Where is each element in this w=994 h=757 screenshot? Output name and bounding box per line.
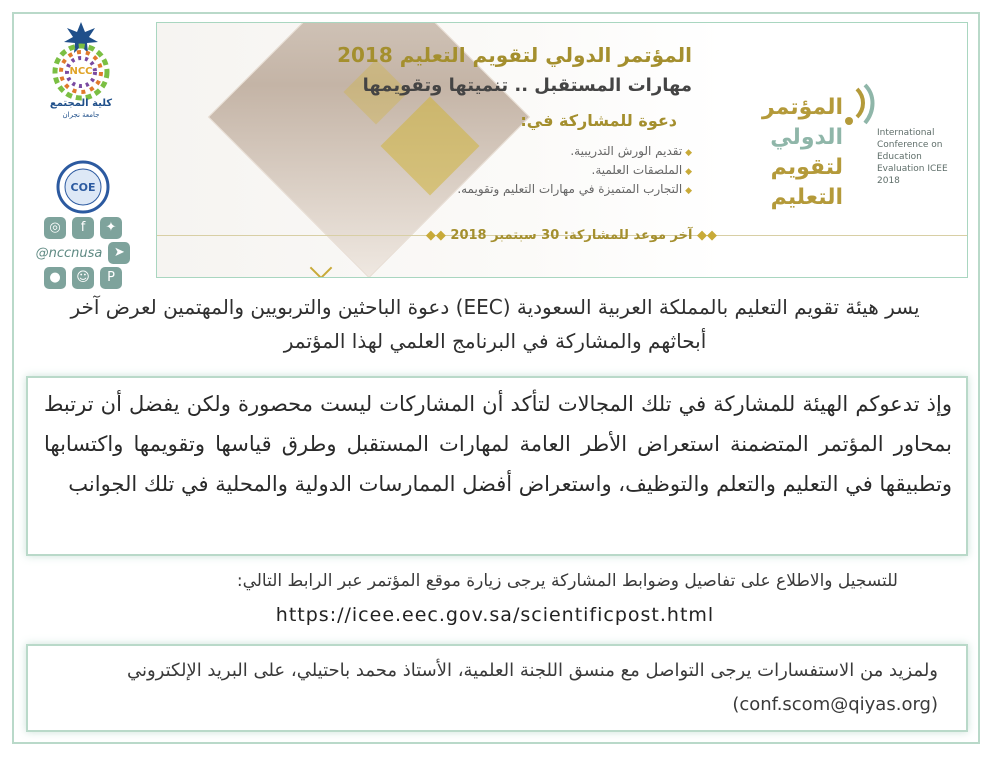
list-item: ◆ الملصقات العلمية.	[457, 163, 692, 177]
icee-logo-english: International Conference on Education Evaluation ICEE 2018	[877, 128, 948, 186]
diamond-bullet-icon: ◆◆	[425, 228, 451, 243]
list-item: ◆ تقديم الورش التدريبية.	[457, 144, 692, 158]
banner-subtitle: مهارات المستقبل .. تنميتها وتقويمها	[362, 75, 692, 96]
svg-text:NCC: NCC	[69, 66, 93, 77]
conference-banner	[156, 22, 968, 278]
registration-paragraph: للتسجيل والاطلاع على تفاصيل وضوابط المشاركة يرجى زيارة موقع المؤتمر عبر الرابط التالي:	[236, 571, 898, 591]
diamond-bullet-icon: ◆◆	[692, 228, 717, 243]
telegram-icon[interactable]: ➤	[108, 242, 130, 264]
instagram-icon[interactable]: ◎	[44, 217, 66, 239]
conference-link[interactable]: https://icee.eec.gov.sa/scientificpost.html	[275, 604, 715, 626]
coe-logo	[56, 160, 110, 214]
location-icon[interactable]: ●	[44, 267, 66, 289]
banner-title: المؤتمر الدولي لتقويم التعليم 2018	[337, 43, 692, 67]
pinterest-icon[interactable]: P	[100, 267, 122, 289]
social-links	[28, 214, 138, 292]
contact-paragraph: ولمزيد من الاستفسارات يرجى التواصل مع منسق اللجنة العلمية، الأستاذ محمد باحتيلي، على البريد الإلكتروني (conf.scom@qiyas.org)	[126, 660, 938, 715]
svg-text:كلية المجتمع: كلية المجتمع	[49, 98, 113, 109]
facebook-icon[interactable]: f	[72, 217, 94, 239]
list-item: ◆ التجارب المتميزة في مهارات التعليم وتقويمه.	[457, 182, 692, 196]
svg-text:جامعة نجران: جامعة نجران	[62, 111, 100, 119]
snapchat-icon[interactable]: ☺	[72, 267, 94, 289]
chevron-down-icon	[310, 257, 333, 278]
banner-topic-list	[457, 139, 692, 201]
svg-text:COE: COE	[70, 181, 96, 194]
banner-invite: دعوة للمشاركة في:	[520, 111, 677, 130]
social-handle[interactable]: @nccnusa	[35, 245, 103, 261]
ncc-logo	[38, 20, 124, 120]
banner-deadline: ◆◆ آخر موعد للمشاركة: 30 سبتمبر 2018 ◆◆	[425, 228, 717, 243]
twitter-icon[interactable]: ✦	[100, 217, 122, 239]
topics-paragraph: وإذ تدعوكم الهيئة للمشاركة في تلك المجالات لتأكد أن المشاركات ليست محصورة ولكن يفضل أن ترتبط بمحاور المؤتمر المتضمنة استعراض الأطر العامة لمهارات المستقبل وطرق قياسها وتقويمها واكتسابها وتطبيقها في التعليم والتعلم والتوظيف، واستعراض أفضل الممارسات الدولية والمحلية في تلك الجوانب	[44, 392, 952, 496]
intro-paragraph: يسر هيئة تقويم التعليم بالمملكة العربية السعودية (EEC) دعوة الباحثين والتربويين والمهتمين لعرض آخر أبحاثهم والمشاركة في البرنامج العلمي لهذا المؤتمر	[70, 295, 920, 353]
icee-logo-arabic: المؤتمر الدولي لتقويم التعليم	[761, 95, 843, 210]
